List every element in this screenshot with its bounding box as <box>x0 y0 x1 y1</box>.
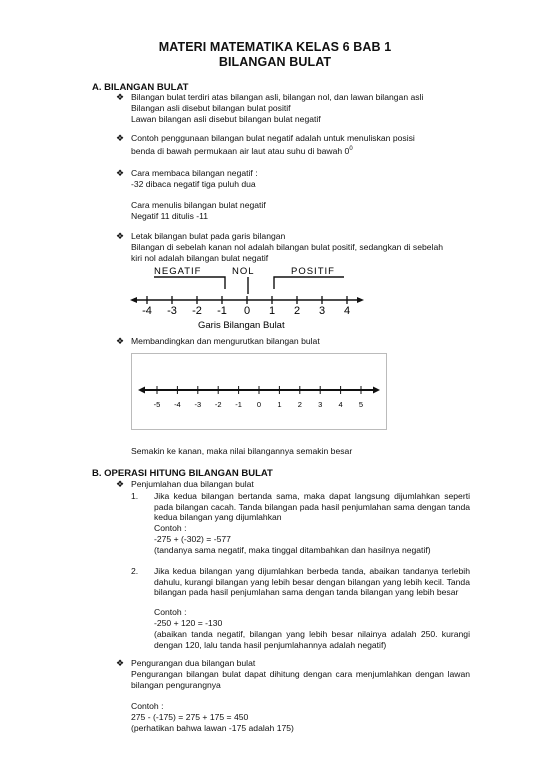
comparison-number-line-figure <box>131 353 387 430</box>
arrow-right-icon <box>357 297 364 303</box>
tick-label: -4 <box>174 400 181 409</box>
tick-group <box>142 296 350 317</box>
doc-title-line1: MATERI MATEMATIKA KELAS 6 BAB 1 <box>158 40 392 54</box>
bullet-icon: ❖ <box>116 336 125 346</box>
item2-note: (abaikan tanda negatif, bilangan yang lebih besar nilainya adalah 250. kurangi dengan 120, lalu tanda hasil penjumlahannya adalah negatif) <box>154 629 470 650</box>
label-negatif: NEGATIF <box>154 266 202 277</box>
sub-example-line3: (perhatikan bahwa lawan -175 adalah 175) <box>131 723 294 733</box>
para-a4-line1: Letak bilangan bulat pada garis bilangan <box>131 231 286 241</box>
bullet-icon: ❖ <box>116 231 125 241</box>
tick-label: -2 <box>214 400 222 409</box>
label-nol: NOL <box>232 266 255 277</box>
para-a3-line1: Cara membaca bilangan negatif : <box>131 168 258 178</box>
para-a1-line3: Lawan bilangan asli disebut bilangan bulat negatif <box>131 114 321 124</box>
para-a5-note: Semakin ke kanan, maka nilai bilangannya semakin besar <box>131 446 353 456</box>
tick-label: -2 <box>192 305 202 317</box>
sub-example-line1: Contoh : <box>131 701 164 711</box>
tick-label: -3 <box>167 305 177 317</box>
section-a-heading: A. BILANGAN BULAT <box>92 82 189 93</box>
tick-label: -1 <box>217 305 227 317</box>
tick-label: 2 <box>293 305 301 317</box>
para-a2-line2: benda di bawah permukaan air laut atau suhu di bawah $0^0$ <box>131 145 353 156</box>
doc-title-line2: BILANGAN BULAT <box>218 55 332 69</box>
item1-example-line2: -275 + (-302) = -577 <box>154 534 231 544</box>
tick-label: 1 <box>268 305 276 317</box>
para-a1-line2: Bilangan asli disebut bilangan bulat positif <box>131 103 291 113</box>
arrow-left-icon <box>130 297 137 303</box>
tick-label: 2 <box>297 400 302 409</box>
subtraction-title: Pengurangan dua bilangan bulat <box>131 658 256 668</box>
tick-label: -5 <box>153 400 161 409</box>
bullet-icon: ❖ <box>116 168 125 178</box>
item2-text: Jika kedua bilangan yang dijumlahkan berbeda tanda, abaikan tandanya terlebih dahulu, kurangi bilangan yang lebih besar dengan bilangan yang lebih kecil. Tanda bilangan pada hasil penjumlahan sama dengan tanda bilangan yang lebih besar <box>154 566 470 598</box>
tick-label: 3 <box>318 400 323 409</box>
item1-number: 1. <box>131 491 139 501</box>
item2-example-line2: -250 + 120 = -130 <box>154 618 223 628</box>
para-a3b-line1: Cara menulis bilangan bulat negatif <box>131 200 266 210</box>
positif-bracket <box>274 277 344 289</box>
tick-label: 5 <box>358 400 364 409</box>
para-a3-line2: -32 dibaca negatif tiga puluh dua <box>131 179 256 189</box>
tick-label: -4 <box>142 305 152 317</box>
para-a3b-line2: Negatif 11 ditulis -11 <box>131 211 209 221</box>
tick-label: 4 <box>343 305 351 317</box>
sub-example-line2: 275 - (-175) = 275 + 175 = 450 <box>131 712 249 722</box>
bullet-icon: ❖ <box>116 658 125 668</box>
para-a2-line1: Contoh penggunaan bilangan bulat negatif adalah untuk menuliskan posisi <box>131 133 415 143</box>
tick-label: -3 <box>194 400 202 409</box>
tick-label: 4 <box>338 400 343 409</box>
numberline-caption: Garis Bilangan Bulat <box>198 320 285 331</box>
item2-example-line1: Contoh : <box>154 607 187 617</box>
para-a4-line3: kiri nol adalah bilangan bulat negatif <box>131 253 269 263</box>
item1-example-line1: Contoh : <box>154 523 187 533</box>
bullet-icon: ❖ <box>116 92 125 102</box>
para-a1-line1: Bilangan bulat terdiri atas bilangan asli, bilangan nol, dan lawan bilangan asli <box>131 92 424 102</box>
para-a5: Membandingkan dan mengurutkan bilangan bulat <box>131 336 320 346</box>
superscript: 0 <box>349 146 353 152</box>
item2-number: 2. <box>131 566 139 576</box>
tick-label: 0 <box>243 305 251 317</box>
tick-label: 0 <box>256 400 262 409</box>
negatif-bracket <box>154 277 225 289</box>
tick-label: -1 <box>235 400 242 409</box>
bullet-icon: ❖ <box>116 479 125 489</box>
addition-title: Penjumlahan dua bilangan bulat <box>131 479 254 489</box>
label-positif: POSITIF <box>291 266 335 277</box>
item1-text: Jika kedua bilangan bertanda sama, maka dapat langsung dijumlahkan seperti pada bilangan cacah. Tanda bilangan pada hasil penjumlahan sama dengan tanda kedua bilangan yang dijumlahkan <box>154 491 470 523</box>
subtraction-text: Pengurangan bilangan bulat dapat dihitung dengan cara menjumlahkan dengan lawan bilangan pengurangnya <box>131 669 470 690</box>
tick-label: 3 <box>318 305 326 317</box>
integer-number-line-figure <box>128 262 368 334</box>
tick-label: 1 <box>277 400 282 409</box>
section-b-heading: B. OPERASI HITUNG BILANGAN BULAT <box>92 468 273 479</box>
item1-example-line3: (tandanya sama negatif, maka tinggal ditambahkan dan hasilnya negatif) <box>154 545 431 555</box>
para-a4-line2: Bilangan di sebelah kanan nol adalah bilangan bulat positif, sedangkan di sebelah <box>131 242 444 252</box>
bullet-icon: ❖ <box>116 133 125 143</box>
